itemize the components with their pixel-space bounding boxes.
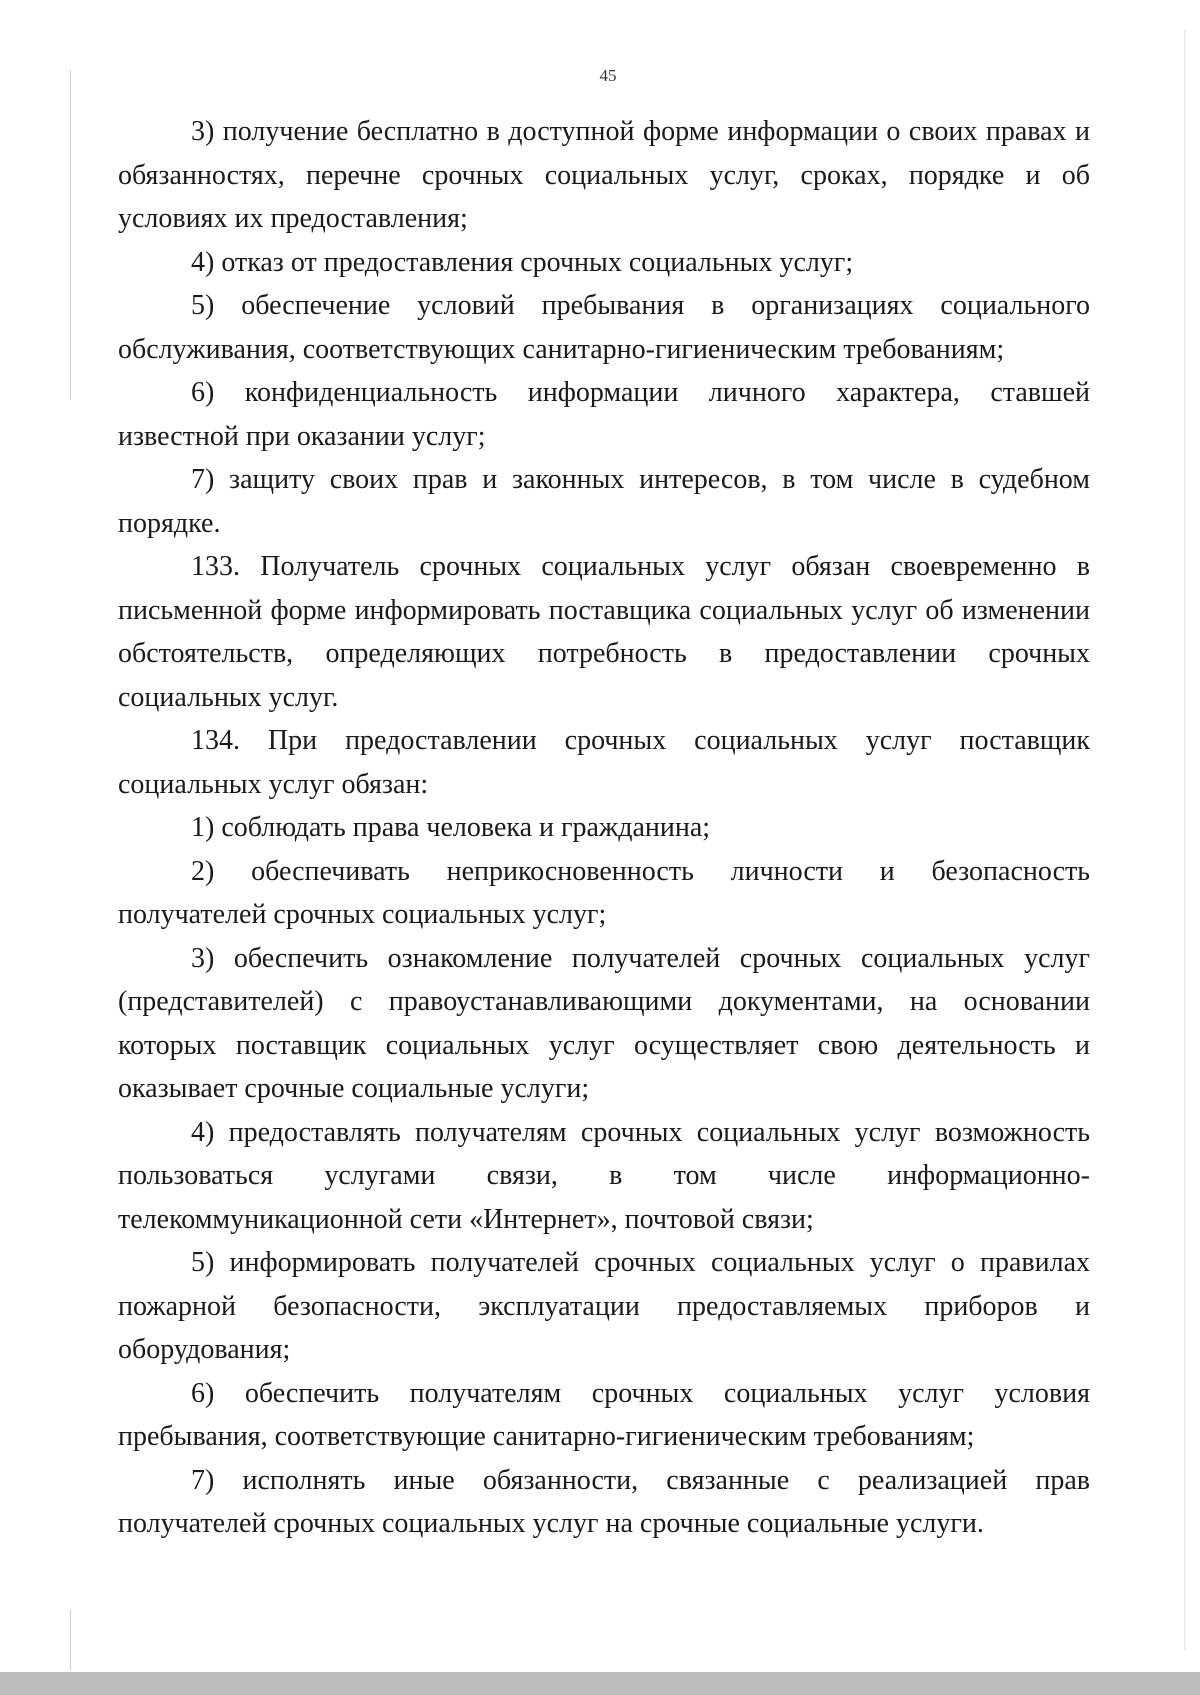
- scan-bottom-band: [0, 1672, 1200, 1695]
- scan-edge-line: [1184, 30, 1185, 1650]
- page-number: 45: [599, 66, 617, 85]
- paragraph: 7) исполнять иные обязанности, связанные с реализацией прав получателей срочных социальных услуг на срочные социальные услуги.: [118, 1464, 1090, 1539]
- paragraph: 4) отказ от предоставления срочных социальных услуг;: [191, 246, 854, 278]
- paragraph: 1) соблюдать права человека и гражданина;: [191, 812, 711, 843]
- paragraph: 6) обеспечить получателям срочных социальных услуг условия пребывания, соответствующие санитарно-гигиеническим требованиям;: [118, 1377, 1090, 1452]
- paragraph: 4) предоставлять получателям срочных социальных услуг возможность пользоваться услугами связи, в том числе информационно-телекоммуникационной сети «Интернет», почтовой связи;: [118, 1116, 1090, 1235]
- paragraph: 3) обеспечить ознакомление получателей срочных социальных услуг (представителей) с правоустанавливающими документами, на основании которых поставщик социальных услуг осуществляет свою деятельность и оказывает срочные социальные услуги;: [118, 942, 1090, 1104]
- paragraph: 133. Получатель срочных социальных услуг обязан своевременно в письменной форме информировать поставщика социальных услуг об изменении обстоятельств, определяющих потребность в предоставлении срочных социальных услуг.: [118, 551, 1090, 713]
- paragraph: 3) получение бесплатно в доступной форме информации о своих правах и обязанностях, перечне срочных социальных услуг, сроках, порядке и об условиях их предоставления;: [118, 116, 1090, 234]
- paragraph: 5) обеспечение условий пребывания в организациях социального обслуживания, соответствующих санитарно-гигиеническим требованиям;: [118, 290, 1090, 365]
- paragraph: 2) обеспечивать неприкосновенность личности и безопасность получателей срочных социальных услуг;: [118, 855, 1090, 930]
- scan-edge-line: [70, 70, 71, 400]
- scan-edge-line: [70, 1610, 71, 1670]
- paragraph: 7) защиту своих прав и законных интересов, в том числе в судебном порядке.: [118, 464, 1090, 539]
- paragraph: 134. При предоставлении срочных социальных услуг поставщик социальных услуг обязан:: [118, 725, 1090, 800]
- paragraph: 6) конфиденциальность информации личного характера, ставшей известной при оказании услуг;: [118, 377, 1090, 452]
- document-body: [118, 110, 1090, 1546]
- paragraph: 5) информировать получателей срочных социальных услуг о правилах пожарной безопасности, эксплуатации предоставляемых приборов и оборудования;: [118, 1247, 1090, 1365]
